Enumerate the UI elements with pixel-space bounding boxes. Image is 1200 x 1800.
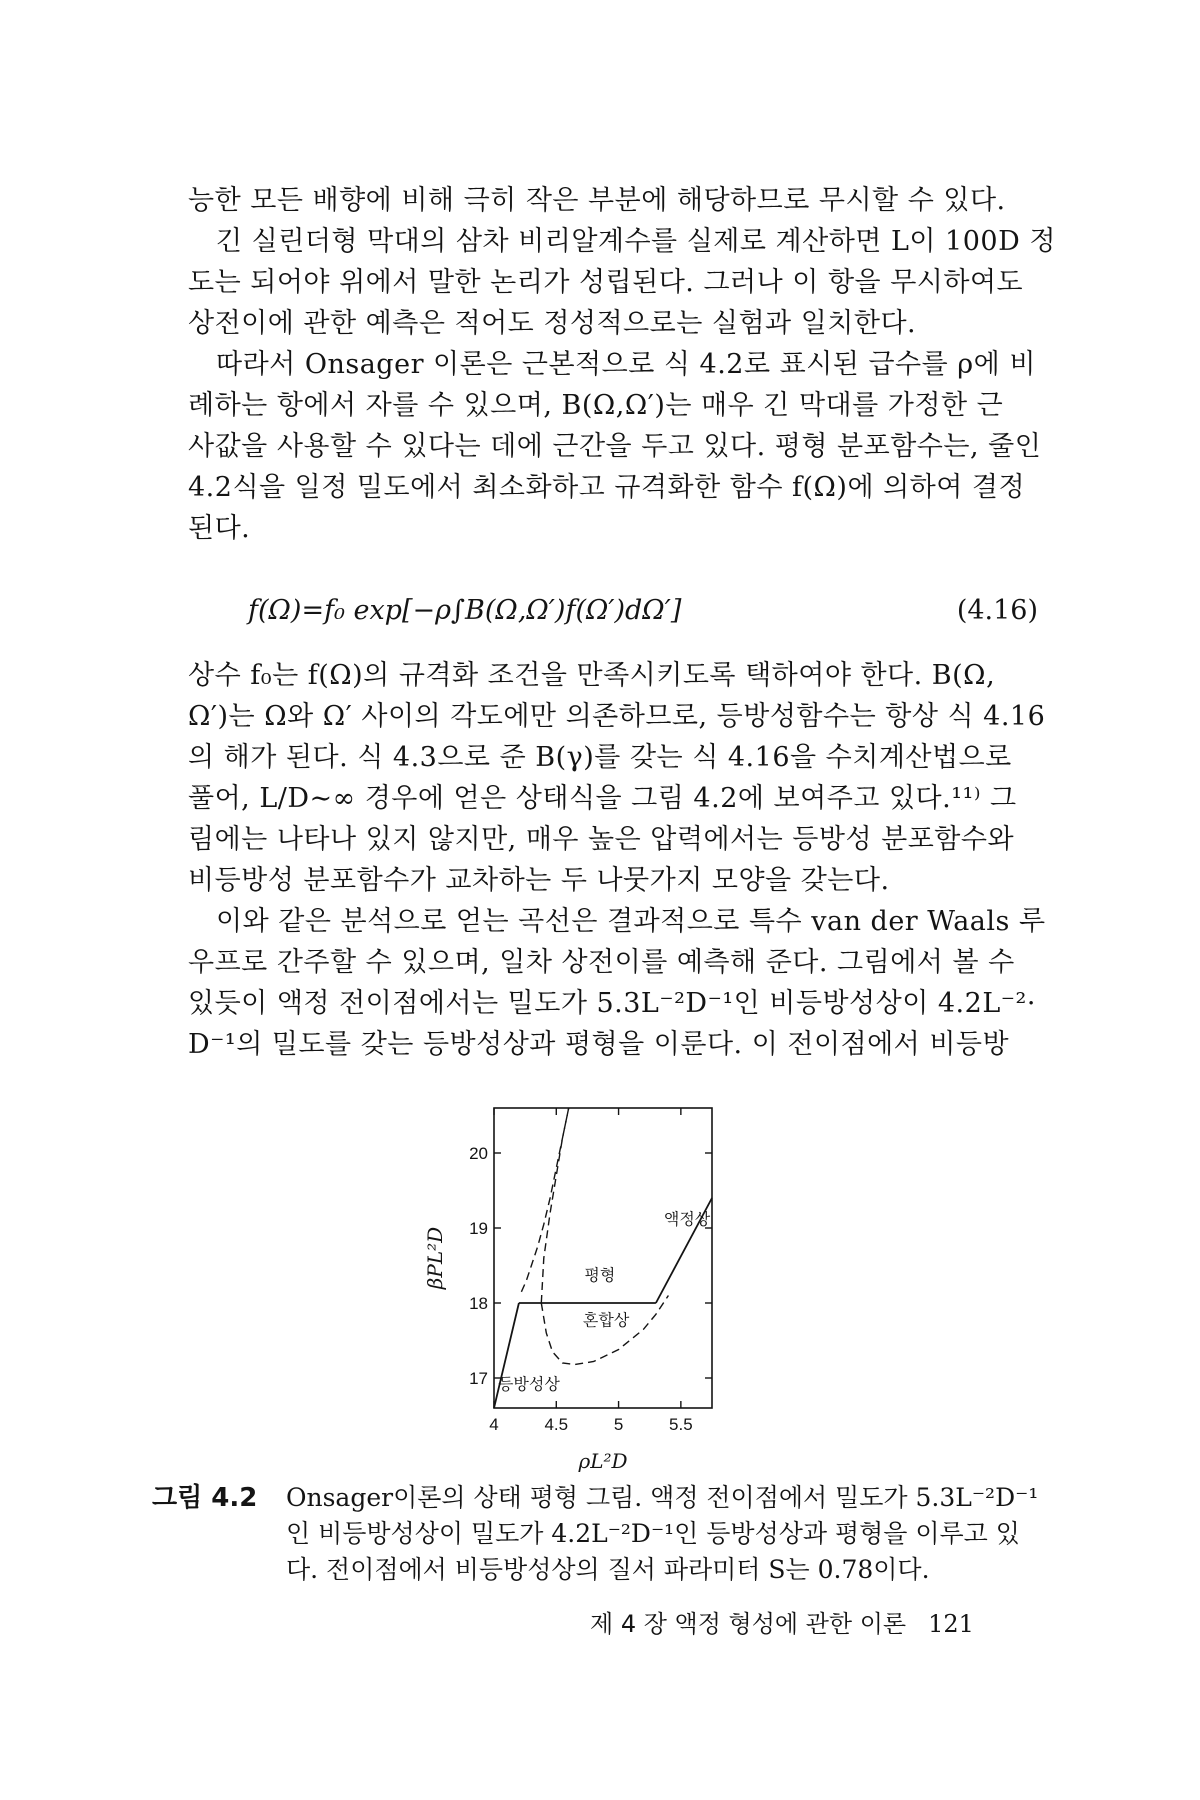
text-line — [188, 819, 1038, 860]
text-span: 림에는 나타나 있지 않지만, 매우 높은 압력에서는 등방성 분포함수와 — [188, 824, 1015, 855]
text-line — [188, 508, 1038, 549]
page-footer — [590, 1604, 974, 1639]
text-span: 따라서 Onsager 이론은 근본적으로 식 4.2로 표시된 급수를 ρ에 비 — [216, 349, 1036, 380]
x-axis-label: ρL²D — [578, 1449, 628, 1473]
equation-number: (4.16) — [956, 595, 1038, 626]
text-span: 이와 같은 분석으로 얻는 곡선은 결과적으로 특수 van der Waals 루 — [216, 906, 1046, 937]
x-tick-label: 4 — [489, 1415, 499, 1434]
caption-label: 그림 4.2 — [152, 1483, 258, 1513]
region-label-anisotropic: 액정상 — [663, 1209, 711, 1229]
text-line — [188, 942, 1038, 983]
text-span: 도는 되어야 위에서 말한 논리가 성립된다. 그러나 이 항을 무시하여도 — [188, 267, 1024, 298]
text-line — [188, 696, 1046, 737]
caption-line: 다. 전이점에서 비등방성상의 질서 파라미터 S는 0.78이다. — [286, 1555, 930, 1584]
region-label-coexist: 평형 — [584, 1265, 616, 1285]
chapter-title: 제 4 장 액정 형성에 관한 이론 — [590, 1610, 907, 1638]
text-line — [188, 983, 1038, 1024]
x-tick-label: 5 — [613, 1415, 624, 1434]
phase-diagram-chart — [400, 1100, 780, 1480]
y-axis-label: βPL²D — [423, 1226, 447, 1290]
region-label-coexist-2: 혼합상 — [582, 1310, 630, 1330]
text-line — [188, 221, 1056, 262]
y-tick-label: 17 — [469, 1369, 488, 1388]
x-tick-label: 5.5 — [669, 1415, 693, 1434]
text-span: Ω′)는 Ω와 Ω′ 사이의 각도에만 의존하므로, 등방성함수는 항상 식 4.16 — [188, 701, 1046, 732]
text-line — [188, 778, 1038, 819]
body-text-bottom — [188, 655, 1046, 1065]
text-span: 의 해가 된다. 식 4.3으로 준 B(γ)를 갖는 식 4.16을 수치계산법으로 — [188, 742, 1012, 773]
text-span: 우프로 간주할 수 있으며, 일차 상전이를 예측해 준다. 그림에서 볼 수 — [188, 947, 1015, 978]
text-line — [188, 180, 1038, 221]
region-label-isotropic: 등방성상 — [497, 1374, 560, 1394]
text-span: 사값을 사용할 수 있다는 데에 근간을 두고 있다. 평형 분포함수는, 줄인 — [188, 431, 1042, 462]
text-line — [188, 426, 1042, 467]
text-span: 상수 f₀는 f(Ω)의 규격화 조건을 만족시키도록 택하여야 한다. B(Ω, — [188, 660, 996, 691]
text-line — [188, 467, 1038, 508]
text-line — [188, 385, 1038, 426]
caption-text — [286, 1480, 1042, 1588]
equation-row — [188, 588, 1038, 634]
text-span: D⁻¹의 밀도를 갖는 등방성상과 평형을 이룬다. 이 전이점에서 비등방 — [188, 1029, 1010, 1060]
text-span: 된다. — [188, 513, 251, 544]
text-span: 긴 실린더형 막대의 삼차 비리알계수를 실제로 계산하면 L이 100D 정 — [216, 226, 1056, 257]
text-span: 능한 모든 배향에 비해 극히 작은 부분에 해당하므로 무시할 수 있다. — [188, 185, 1006, 216]
text-line — [188, 1024, 1038, 1065]
text-line — [188, 303, 1038, 344]
caption-line: 인 비등방성상이 밀도가 4.2L⁻²D⁻¹인 등방성상과 평형을 이루고 있 — [286, 1519, 1020, 1548]
text-span: 있듯이 액정 전이점에서는 밀도가 5.3L⁻²D⁻¹인 비등방성상이 4.2L⁻²· — [188, 988, 1036, 1019]
spinodal-left-dashed-line — [521, 1108, 568, 1292]
text-line — [188, 655, 1038, 696]
text-span: 4.2식을 일정 밀도에서 최소화하고 규격화한 함수 f(Ω)에 의하여 결정 — [188, 472, 1026, 503]
text-span: 비등방성 분포함수가 교차하는 두 나뭇가지 모양을 갖는다. — [188, 865, 890, 896]
page-number: 121 — [928, 1610, 974, 1638]
x-tick-label: 4.5 — [544, 1415, 569, 1434]
metastable-dashed-curve — [541, 1296, 668, 1365]
y-tick-label: 19 — [469, 1219, 488, 1238]
text-line — [188, 344, 1038, 385]
text-span: 상전이에 관한 예측은 적어도 정성적으로는 실험과 일치한다. — [188, 308, 917, 339]
isotropic-extension-dashed-line — [541, 1108, 568, 1303]
text-span: 례하는 항에서 자를 수 있으며, B(Ω,Ω′)는 매우 긴 막대를 가정한 근 — [188, 390, 1004, 421]
body-text-top — [188, 180, 1056, 549]
text-line — [188, 262, 1038, 303]
caption-line: Onsager이론의 상태 평형 그림. 액정 전이점에서 밀도가 5.3L⁻²D⁻¹ — [286, 1483, 1039, 1512]
text-line — [188, 860, 1038, 901]
text-line — [188, 737, 1038, 778]
equation: f(Ω)=f₀ exp[−ρ∫B(Ω,Ω′)f(Ω′)dΩ′] — [248, 595, 682, 626]
text-line — [188, 901, 1046, 942]
text-span: 풀어, L/D∼∞ 경우에 얻은 상태식을 그림 4.2에 보여주고 있다.¹¹⁾ 그 — [188, 783, 1017, 814]
y-tick-label: 18 — [469, 1294, 488, 1313]
y-tick-label: 20 — [469, 1144, 488, 1163]
phase-diagram-figure — [400, 1100, 780, 1480]
